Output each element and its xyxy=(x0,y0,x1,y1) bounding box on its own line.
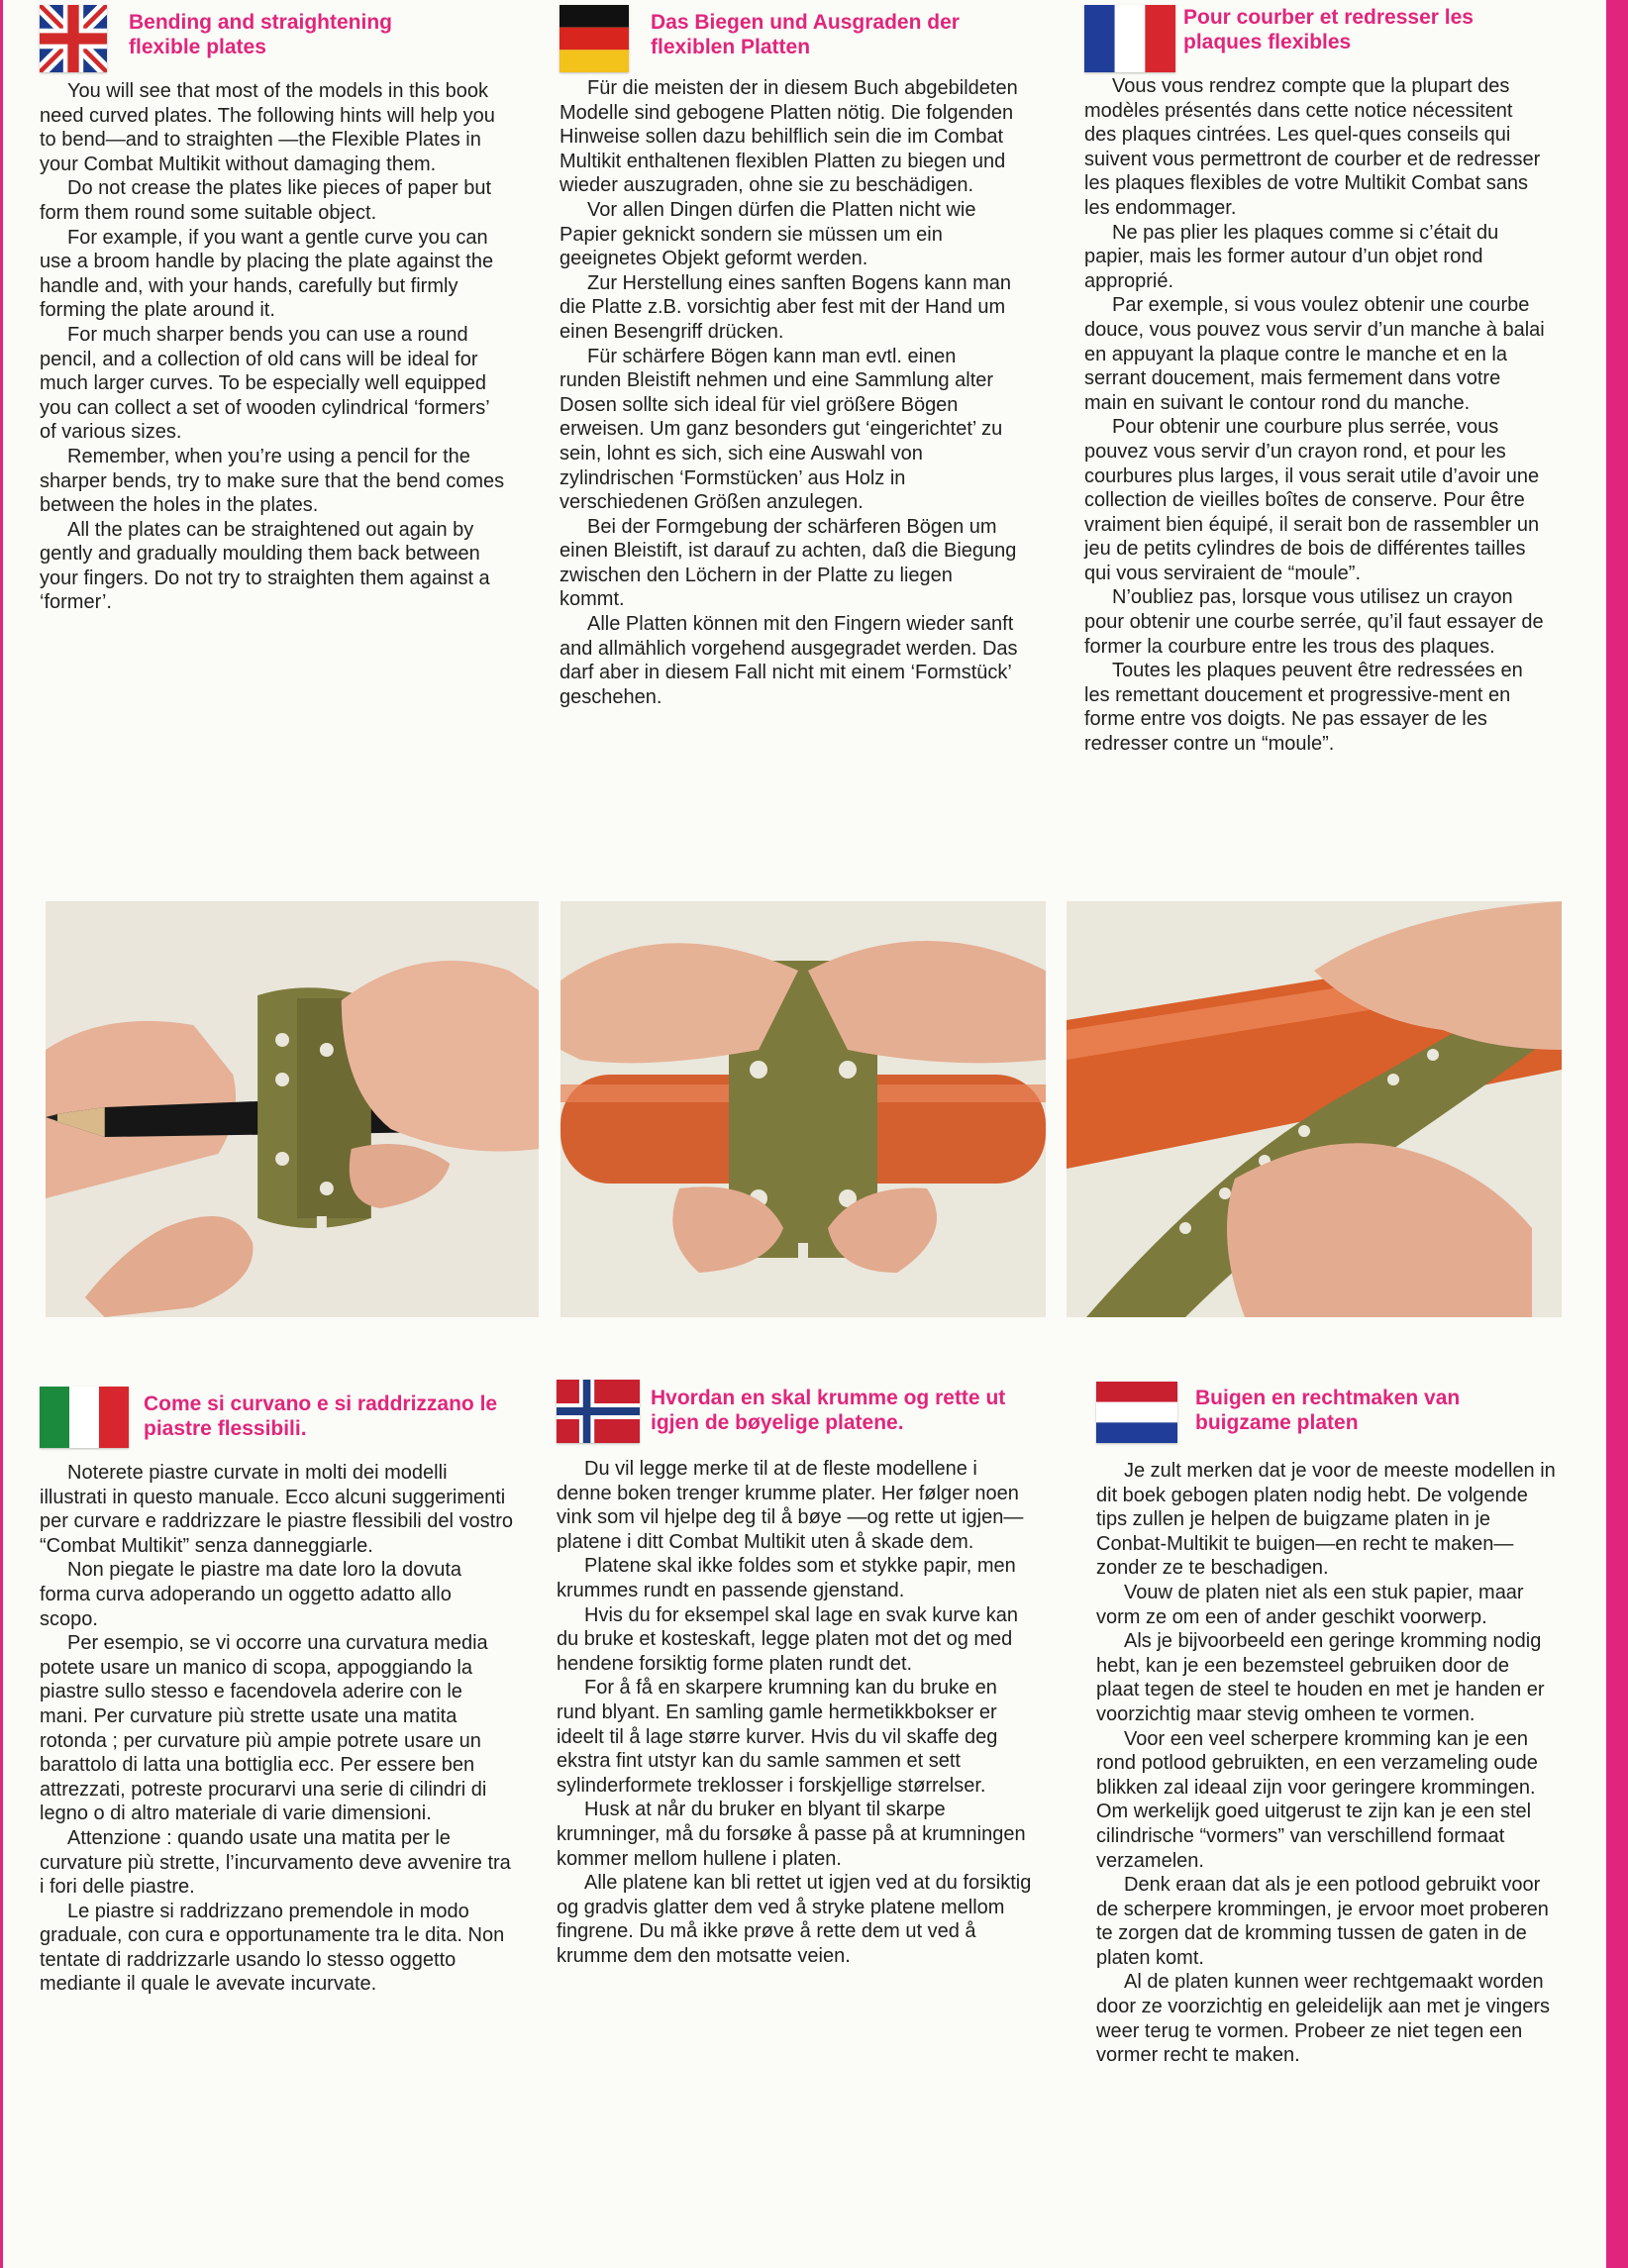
broom-handle-bending-photo xyxy=(560,901,1046,1317)
paragraph: Ne pas plier les plaques comme si c’était du papier, mais les former autour d’un objet rond approprié. xyxy=(1084,221,1499,292)
section-heading: Pour courber et redresser les plaques flexibles xyxy=(1183,6,1474,53)
section-norwegian xyxy=(557,1380,1032,2132)
french-flag-icon xyxy=(1084,5,1175,72)
paragraph: Hvis du for eksempel skal lage en svak kurve kan du bruke et kosteskaft, legge platen mot det og med hendene forsiktig forme platen rundt det. xyxy=(557,1603,1018,1675)
paragraph: All the plates can be straightened out again by gently and gradually moulding them back between your fingers. Do not try to straighten them against a ‘former’. xyxy=(40,518,490,614)
paragraph: Attenzione : quando usate una matita per le curvature più strette, l’incurvamento deve avvenire tra i fori delle piastre. xyxy=(40,1826,511,1899)
paragraph: Noterete piastre curvate in molti dei modelli illustrati in questo manuale. Ecco alcuni suggerimenti per curvare e raddrizzare le piastre flessibili del vostro “Combat Multikit” senza danneggiarle. xyxy=(40,1462,513,1557)
paragraph: Voor een veel scherpere kromming kan je een rond potlood gebruikten, en een verzameling oude blikken zal ideaal zijn voor geringere krommingen. Om werkelijk goed uitgerust te zijn kan je een stel cilindrische “vormers” van verschillend formaat verzamelen. xyxy=(1096,1727,1538,1872)
uk-flag-icon xyxy=(40,5,107,72)
section-heading: Come si curvano e si raddrizzano le piastre flessibili. xyxy=(144,1392,498,1440)
paragraph: Remember, when you’re using a pencil for the sharper bends, try to make sure that the bend comes between the holes in the plates. xyxy=(40,445,505,517)
paragraph: Du vil legge merke til at de fleste modellene i denne boken trenger krumme plater. Her følger noen vink som vil hjelpe deg til å bøye —og rette ut igjen—platene i ditt Combat Multikit uten å skade dem. xyxy=(557,1458,1024,1553)
paragraph: Pour obtenir une courbure plus serrée, vous pouvez vous servir d’un crayon rond, et pour les courbures plus larges, il vous serait utile d’avoir une collection de vieilles boîtes de conserve. Pour être vraiment bien équipé, il serait bon de rassembler un jeu de petits cylindres de bois de différentes tailles qui vous serviraient de “moule”. xyxy=(1084,416,1540,584)
page-edge-left xyxy=(0,0,3,2268)
paragraph: Für die meisten der in diesem Buch abgebildeten Modelle sind gebogene Platten nötig. Die folgenden Hinweise sollen dazu behilflich sein die im Combat Multikit enthaltenen flexiblen Platten zu biegen und wieder auszugraden, ohne sie zu beschädigen. xyxy=(560,77,1018,197)
paragraph: Do not crease the plates like pieces of paper but form them round some suitable object. xyxy=(40,177,492,224)
italian-flag-icon xyxy=(40,1387,129,1448)
section-heading: Das Biegen und Ausgraden der flexiblen Platten xyxy=(651,11,960,58)
paragraph: Für schärfere Bögen kann man evtl. einen runden Bleistift nehmen und eine Sammlung alter Dosen sollte sich ideal für viel größere Bögen erweisen. Um ganz besonders gut ‘eingerichtet’ zu sein, lohnt es sich, sich eine Auswahl von zylindrischen ‘Formstücken’ aus Holz in verschiedenen Größen anzulegen. xyxy=(560,345,1003,514)
paragraph: Je zult merken dat je voor de meeste modellen in dit boek gebogen platen nodig hebt. De volgende tips zullen je helpen de buigzame platen in je Conbat-Multikit te buigen—en recht te maken—zonder ze te beschadigen. xyxy=(1096,1460,1556,1580)
paragraph: Alle Platten können mit den Fingern wieder sanft and allmählich vorgehend ausgegradet werden. Das darf aber in diesem Fall nicht mit einem ‘Formstück’ geschehen. xyxy=(560,613,1018,708)
paragraph: Le piastre si raddrizzano premendole in modo graduale, con cura e opportunamente tra le dita. Non tentate di raddrizzarle usando lo stesso oggetto mediante il quale le avevate incurvate. xyxy=(40,1900,505,1996)
paragraph: Alle platene kan bli rettet ut igjen ved at du forsiktig og gradvis glatter dem ved å stryke platene mellom fingrene. Du må ikke prøve å rette dem ut ved å krumme dem den motsatte veien. xyxy=(557,1872,1032,1967)
paragraph: Zur Herstellung eines sanften Bogens kann man die Platte z.B. vorsichtig aber fest mit der Hand um einen Besengriff drücken. xyxy=(560,271,1012,343)
paragraph: Toutes les plaques peuvent être redressées en les remettant doucement et progressive-ment en forme entre vos doigts. Ne pas essayer de les redresser contre un “moule”. xyxy=(1084,660,1523,756)
paragraph: Non piegate le piastre ma date loro la dovuta forma curva adoperando un oggetto adatto allo scopo. xyxy=(40,1559,462,1630)
page-edge-stripe xyxy=(1606,0,1628,2268)
section-german xyxy=(560,5,1020,797)
pencil-bending-photo xyxy=(46,901,539,1317)
paragraph: Bei der Formgebung der schärferen Bögen um einen Bleistift, ist darauf zu achten, daß die Biegung zwischen den Löchern in der Platte zu liegen kommt. xyxy=(560,515,1017,611)
section-dutch xyxy=(1096,1382,1557,2194)
paragraph: Vous vous rendrez compte que la plupart des modèles présentés dans cette notice nécessitent des plaques cintrées. Les quel-ques conseils qui suivent vous permettront de courber et de redresser les plaques flexibles de votre Multikit Combat sans les endommager. xyxy=(1084,75,1541,219)
section-body xyxy=(40,79,505,615)
straightening-photo xyxy=(1067,901,1562,1317)
paragraph: You will see that most of the models in this book need curved plates. The following hints will help you to bend—and to straighten —the Flexible Plates in your Combat Multikit without damaging them. xyxy=(40,80,495,175)
section-body xyxy=(1096,1459,1557,2068)
paragraph: Denk eraan dat als je een potlood gebruikt voor de scherpere krommingen, je ervoor moet proberen te zorgen dat de kromming tussen de gaten in de platen komt. xyxy=(1096,1874,1549,1969)
paragraph: Vouw de platen niet als een stuk papier, maar vorm ze om een of ander geschikt voorwerp. xyxy=(1096,1581,1524,1628)
section-body xyxy=(557,1457,1032,1968)
dutch-flag-icon xyxy=(1096,1382,1177,1443)
section-italian xyxy=(40,1387,515,2139)
section-heading: Hvordan en skal krumme og rette ut igjen de bøyelige platene. xyxy=(651,1387,1006,1434)
german-flag-icon xyxy=(560,5,629,72)
paragraph: Vor allen Dingen dürfen die Platten nicht wie Papier geknickt sondern sie müssen um ein geeignetes Objekt geformt werden. xyxy=(560,198,976,270)
paragraph: Platene skal ikke foldes som et stykke papir, men krummes rundt en passende gjenstand. xyxy=(557,1555,1016,1601)
paragraph: Husk at når du bruker en blyant til skarpe krumninger, må du forsøke å passe på at krumningen kommer mellom hullene i platen. xyxy=(557,1799,1026,1870)
norwegian-flag-icon xyxy=(557,1380,640,1443)
paragraph: Al de platen kunnen weer rechtgemaakt worden door ze voorzichtig en geleidelijk aan met je vingers weer terug te vormen. Probeer ze niet tegen een vormer recht te maken. xyxy=(1096,1971,1551,2067)
section-heading: Bending and straightening flexible plates xyxy=(129,11,392,58)
section-body xyxy=(560,76,1020,709)
section-body xyxy=(1084,74,1545,757)
section-body xyxy=(40,1461,515,1997)
paragraph: Per esempio, se vi occorre una curvatura media potete usare un manico di scopa, appoggiando la piastre sullo stesso e facendovela aderire con le mani. Per curvature più strette usate una matita rotonda ; per curvature più ampie potrete usare un barattolo di latta una bottiglia ecc. Per essere ben attrezzati, potreste procurarvi una serie di cilindri di legno o di altro materiale di varie dimensioni. xyxy=(40,1632,488,1825)
section-heading: Buigen en rechtmaken van buigzame platen xyxy=(1195,1387,1461,1434)
section-english xyxy=(40,5,505,758)
paragraph: Als je bijvoorbeeld een geringe kromming nodig hebt, kan je een bezemsteel gebruiken door de plaat tegen de steel te houden en met je handen er voorzichtig maar stevig omheen te vormen. xyxy=(1096,1630,1545,1725)
paragraph: N’oubliez pas, lorsque vous utilisez un crayon pour obtenir une courbe serrée, qu’il faut essayer de former la courbure entre les trous des plaques. xyxy=(1084,586,1544,658)
paragraph: For å få en skarpere krumning kan du bruke en rund blyant. En samling gamle hermetikkbokser er ideelt til å lage større kurver. Hvis du vil skaffe deg ekstra fint utstyr kan du samle sammen et sett sylinderformete treklosser i forskjellige størrelser. xyxy=(557,1677,998,1797)
section-french xyxy=(1084,5,1545,876)
paragraph: Par exemple, si vous voulez obtenir une courbe douce, vous pouvez vous servir d’un manche à balai en appuyant la plaque contre le manche et en la serrant doucement, mais fermement dans votre main en suivant le contour rond du manche. xyxy=(1084,294,1545,414)
paragraph: For much sharper bends you can use a round pencil, and a collection of old cans will be ideal for much larger curves. To be especially well equipped you can collect a set of wooden cylindrical ‘formers’ of various sizes. xyxy=(40,323,489,444)
paragraph: For example, if you want a gentle curve you can use a broom handle by placing the plate against the handle and, with your hands, carefully but firmly forming the plate around it. xyxy=(40,226,494,322)
